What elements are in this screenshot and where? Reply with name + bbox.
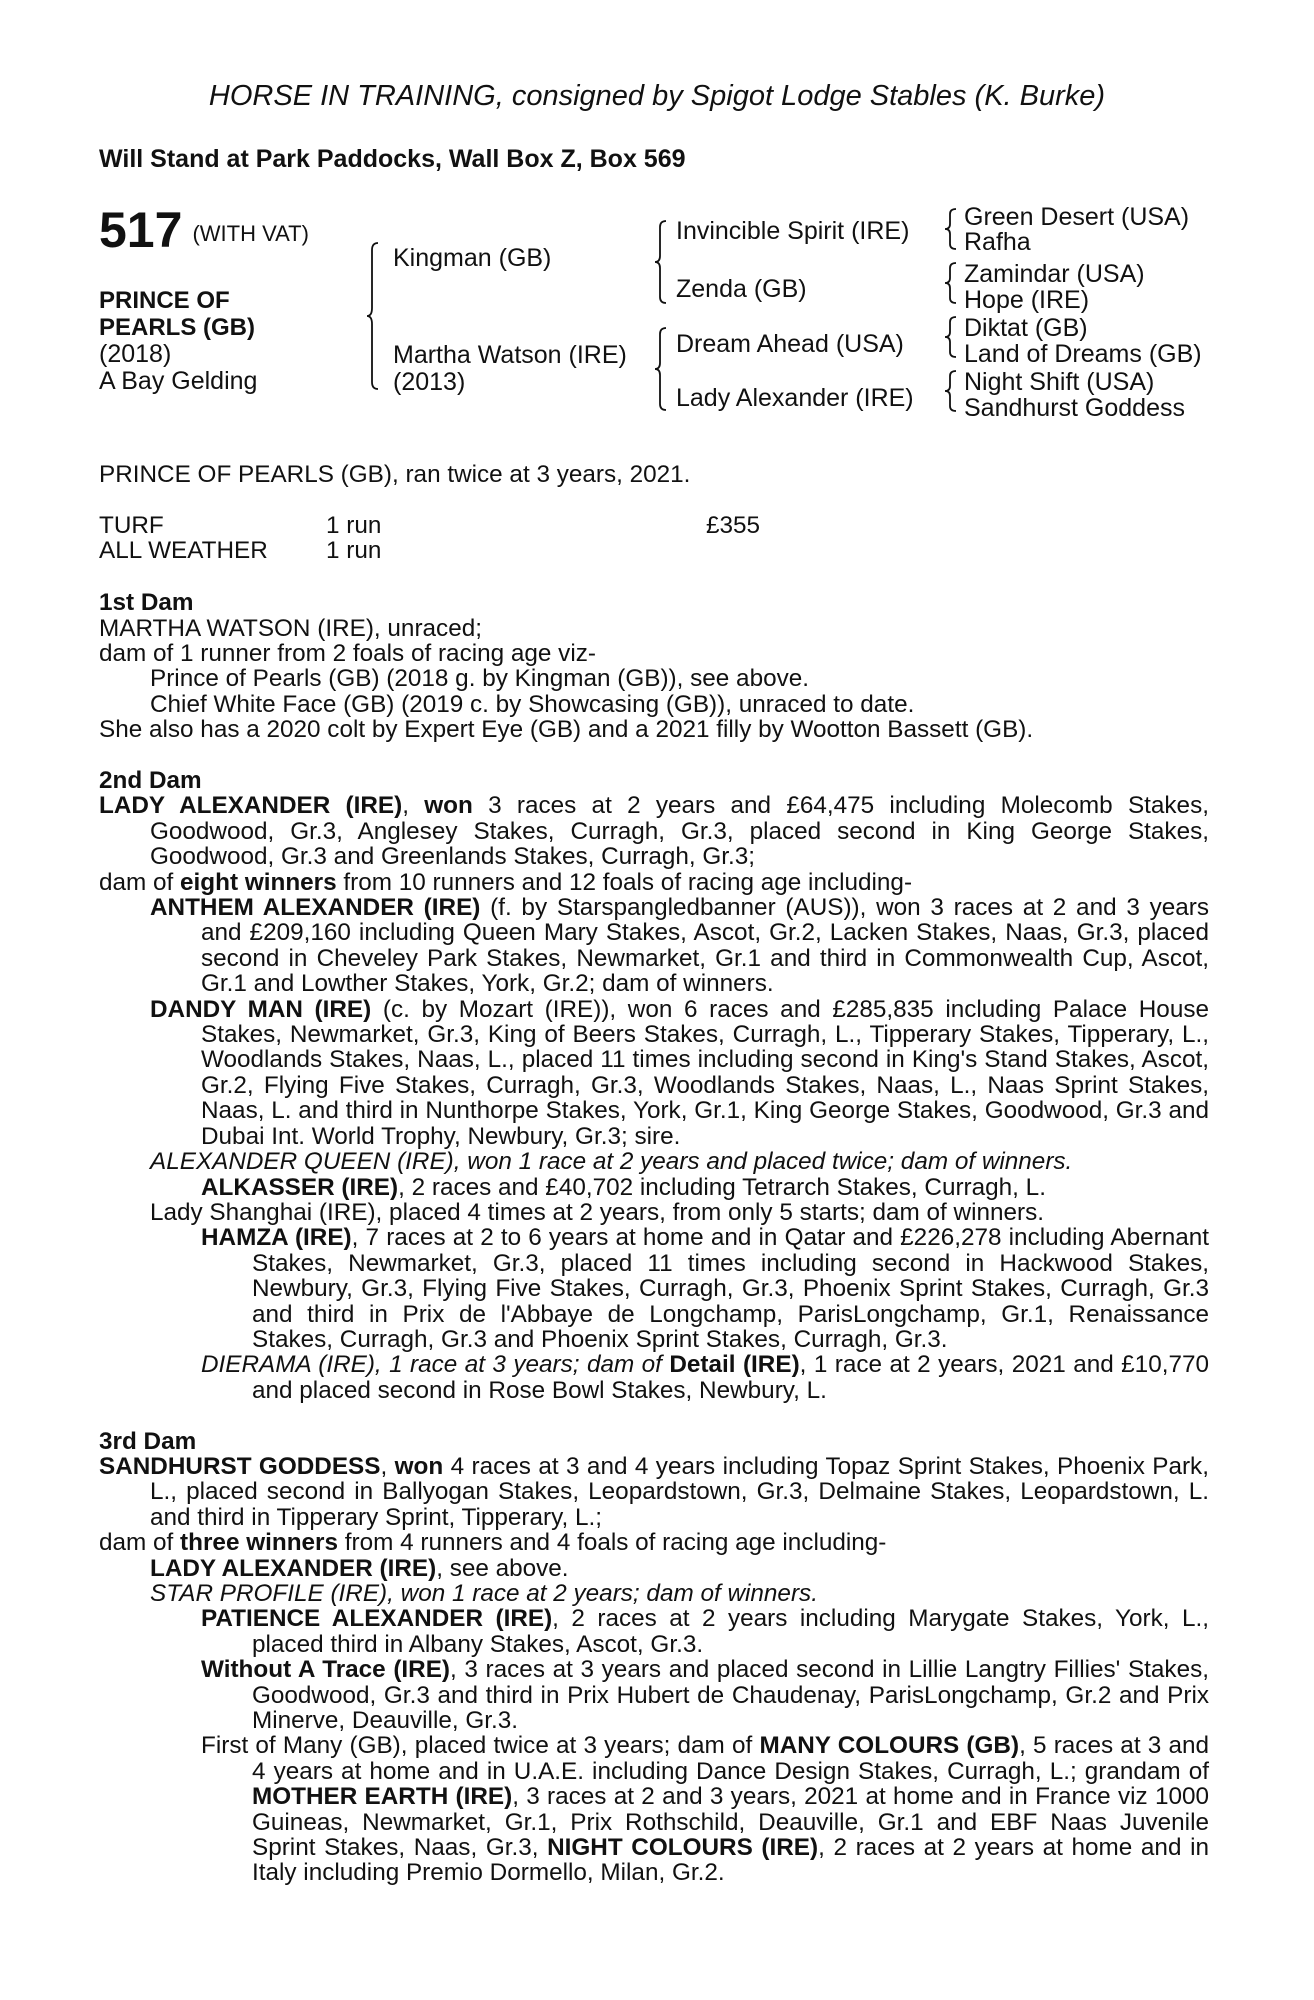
produce-entry: STAR PROFILE (IRE), won 1 race at 2 years; dam of winners. <box>150 1580 818 1607</box>
produce-record: , 7 races at 2 to 6 years at home and in Qatar and £226,278 including Abernant Stakes, Newmarket, Gr.3, placed 11 times including second in Hackwood Stakes, Newbury, Gr.3, Flying Five Stakes, Curragh, Gr.3, Phoenix Sprint Stakes, Curragh, Gr.3 and third in Prix de l'Abbaye de Longchamp, ParisLongchamp, Gr.1, Renaissance Stakes, Curragh, Gr.3 and Phoenix Sprint Stakes, Curragh, Gr.3. <box>252 1224 1209 1353</box>
produce-entry <box>99 1556 1209 1581</box>
produce-name: DANDY MAN (IRE) <box>150 995 372 1023</box>
sire-sire-sire: Green Desert (USA) <box>964 203 1190 231</box>
produce-record: (f. by Starspangledbanner (AUS)), won 3 races at 2 and 3 years and £209,160 including Queen Mary Stakes, Ascot, Gr.2, Lacken Stakes, Naas, Gr.3, placed second in Cheveley Park Stakes, Newmarket, Gr.1 and third in Commonwealth Cup, Ascot, Gr.1 and Lowther Stakes, York, Gr.2; dam of winners. <box>201 894 1209 998</box>
catalogue-body <box>99 462 1209 1886</box>
second-dam-name: LADY ALEXANDER (IRE) <box>99 792 403 820</box>
winners-count: eight winners <box>180 868 337 896</box>
sire-sire: Invincible Spirit (IRE) <box>676 217 910 245</box>
pedigree-bracket-3c <box>944 316 958 358</box>
produce-record: , 5 races at 3 and 4 years at home and in U.A.E. including Dance Design Stakes, Curragh, L.; grandam of <box>252 1732 1209 1785</box>
produce-record: , 1 race at 3 years; dam of <box>374 1351 662 1379</box>
turf-prize: £355 <box>706 511 761 539</box>
vat-note: (WITH VAT) <box>192 220 309 246</box>
foaling-year: (2018) <box>99 340 172 368</box>
dam-of-detail: from 10 runners and 12 foals of racing age including- <box>343 868 913 896</box>
won-word: won <box>394 1452 444 1480</box>
horse-name-line1: PRINCE OF <box>99 287 230 314</box>
sire-dam-dam: Hope (IRE) <box>964 286 1090 314</box>
dam: Martha Watson (IRE) <box>393 341 627 369</box>
lot-number-value: 517 <box>99 202 183 258</box>
produce-record: , 3 races at 3 years and placed second in Lillie Langtry Fillies' Stakes, Goodwood, Gr.3 and third in Prix Hubert de Chaudenay, ParisLongchamp, Gr.2 and Prix Minerve, Deauville, Gr.3. <box>252 1656 1209 1735</box>
produce-entry <box>99 895 1209 997</box>
dam-sire-sire: Diktat (GB) <box>964 314 1088 342</box>
produce-name: NIGHT COLOURS (IRE) <box>547 1834 819 1862</box>
sire-dam-sire: Zamindar (USA) <box>964 260 1145 288</box>
produce-record: , 2 races at 2 years at home and in Italy including Premio Dormello, Milan, Gr.2. <box>252 1834 1209 1887</box>
produce-entry <box>99 997 1209 1149</box>
grandprogeny-entry <box>99 1733 1209 1885</box>
grandprogeny-entry <box>99 1225 1209 1352</box>
produce-name: PATIENCE ALEXANDER (IRE) <box>201 1605 553 1633</box>
horse-name <box>99 287 255 341</box>
first-dam-produce: dam of 1 runner from 2 foals of racing age viz- <box>99 640 596 667</box>
third-dam-heading: 3rd Dam <box>99 1427 197 1455</box>
grandprogeny-entry <box>99 1606 1209 1657</box>
produce-item: Prince of Pearls (GB) (2018 g. by Kingman (GB)), see above. <box>150 665 810 693</box>
produce-name: DIERAMA (IRE) <box>201 1351 375 1379</box>
produce-entry: ALEXANDER QUEEN (IRE), won 1 race at 2 years and placed twice; dam of winners. <box>150 1148 1073 1176</box>
dam-sire: Dream Ahead (USA) <box>676 330 904 358</box>
third-dam-entry: SANDHURST GODDESS, won 4 races at 3 and 4 years including Topaz Sprint Stakes, Phoenix Park, L., placed second in Ballyogan Stakes, Leopardstown, Gr.3, Delmaine Stakes, Leopardstown, L. and third in Tipperary Sprint, Tipperary, L.; <box>99 1452 1209 1531</box>
produce-record: First of Many (GB), placed twice at 3 years; dam of <box>201 1732 753 1760</box>
first-dam-heading: 1st Dam <box>99 589 194 617</box>
pedigree-bracket-3d <box>944 370 958 412</box>
produce-name: Detail (IRE) <box>669 1351 800 1379</box>
race-stats <box>99 513 1209 565</box>
dam-dam-dam: Sandhurst Goddess <box>964 394 1185 422</box>
produce-record: , 2 races at 2 years including Marygate Stakes, York, L., placed third in Albany Stakes, Ascot, Gr.3. <box>252 1605 1210 1658</box>
horse-description: A Bay Gelding <box>99 367 258 395</box>
turf-runs: 1 run <box>326 511 382 539</box>
pedigree-bracket-3b <box>944 262 958 304</box>
produce-name: MANY COLOURS (GB) <box>759 1732 1020 1760</box>
produce-name: MOTHER EARTH (IRE) <box>252 1783 513 1811</box>
won-word: won <box>424 792 473 820</box>
produce-item: Chief White Face (GB) (2019 c. by Showcasing (GB)), unraced to date. <box>150 690 915 718</box>
produce-record: , see above. <box>436 1554 569 1582</box>
race-record-summary: PRINCE OF PEARLS (GB), ran twice at 3 years, 2021. <box>99 461 691 488</box>
produce-record: , 1 race at 2 years, 2021 and £10,770 and placed second in Rose Bowl Stakes, Newbury, L. <box>252 1351 1209 1404</box>
third-dam-record: 4 races at 3 and 4 years including Topaz Sprint Stakes, Phoenix Park, L., placed second in Ballyogan Stakes, Leopardstown, Gr.3, Delmaine Stakes, Leopardstown, L. and third in Tipperary Sprint, Tipperary, L.; <box>150 1452 1209 1531</box>
second-dam-heading: 2nd Dam <box>99 767 202 795</box>
dam-dam: Lady Alexander (IRE) <box>676 384 914 412</box>
third-dam-name: SANDHURST GODDESS <box>99 1452 381 1480</box>
grandprogeny-entry <box>99 1175 1209 1200</box>
winners-count: three winners <box>180 1529 339 1557</box>
sire-sire-dam: Rafha <box>964 228 1031 256</box>
second-dam-record: 3 races at 2 years and £64,475 including Molecomb Stakes, Goodwood, Gr.3, Anglesey Stakes, Curragh, Gr.3, placed second in King George Stakes, Goodwood, Gr.3 and Greenlands Stakes, Curragh, Gr.3; <box>150 792 1209 871</box>
grandprogeny-entry <box>99 1352 1209 1403</box>
produce-record: , 3 races at 2 and 3 years, 2021 at home and in France viz 1000 Guineas, Newmarket, Gr.1, Prix Rothschild, Deauville, Gr.1 and EBF Naas Juvenile Sprint Stakes, Naas, Gr.3, <box>252 1783 1209 1862</box>
grandprogeny-entry <box>99 1657 1209 1733</box>
produce-record: , 2 races and £40,702 including Tetrarch Stakes, Curragh, L. <box>398 1173 1046 1201</box>
dam-sire-dam: Land of Dreams (GB) <box>964 340 1202 368</box>
pedigree-bracket-3a <box>944 208 958 250</box>
pedigree-bracket-1 <box>366 242 380 390</box>
produce-record: (c. by Mozart (IRE)), won 6 races and £285,835 including Palace House Stakes, Newmarket, Gr.3, King of Beers Stakes, Curragh, L., Tipperary Stakes, Tipperary, L., Woodlands Stakes, Naas, L., placed 11 times including second in King's Stand Stakes, Ascot, Gr.2, Flying Five Stakes, Curragh, Gr.3, Woodlands Stakes, Naas, L., Naas Sprint Stakes, Naas, L. and third in Nunthorpe Stakes, York, Gr.1, King George Stakes, Goodwood, Gr.3 and Dubai Int. World Trophy, Newbury, Gr.3; sire. <box>201 995 1209 1150</box>
sire-dam: Zenda (GB) <box>676 275 807 303</box>
pedigree-bracket-2b <box>654 327 668 411</box>
all-weather-runs: 1 run <box>326 536 382 564</box>
consignor-title: HORSE IN TRAINING, consigned by Spigot Lodge Stables (K. Burke) <box>208 80 1106 112</box>
second-dam-entry: LADY ALEXANDER (IRE), won 3 races at 2 years and £64,475 including Molecomb Stakes, Goodwood, Gr.3, Anglesey Stakes, Curragh, Gr.3, placed second in King George Stakes, Goodwood, Gr.3 and Greenlands Stakes, Curragh, Gr.3; <box>99 792 1209 871</box>
produce-entry: Lady Shanghai (IRE), placed 4 times at 2 years, from only 5 starts; dam of winners. <box>150 1198 1044 1226</box>
dam-of-detail: from 4 runners and 4 foals of racing age including- <box>344 1529 887 1557</box>
third-dam-produce <box>99 1530 1209 1555</box>
stand-location: Will Stand at Park Paddocks, Wall Box Z, Box 569 <box>99 145 686 173</box>
dam-of-text: dam of <box>99 1529 174 1557</box>
first-dam-note: She also has a 2020 colt by Expert Eye (GB) and a 2021 filly by Wootton Bassett (GB). <box>99 716 1034 744</box>
produce-name: ALKASSER (IRE) <box>201 1173 399 1201</box>
lot-number <box>99 202 309 259</box>
turf-label: TURF <box>99 511 164 539</box>
produce-name: Without A Trace (IRE) <box>201 1656 451 1684</box>
sire: Kingman (GB) <box>393 244 552 272</box>
dam-of-text: dam of <box>99 868 174 896</box>
pedigree-bracket-2a <box>654 220 668 304</box>
dam-year: (2013) <box>393 368 466 396</box>
second-dam-produce <box>99 870 1209 895</box>
produce-name: ANTHEM ALEXANDER (IRE) <box>150 894 481 922</box>
produce-name: HAMZA (IRE) <box>201 1224 352 1252</box>
first-dam-line: MARTHA WATSON (IRE), unraced; <box>99 614 482 642</box>
produce-name: LADY ALEXANDER (IRE) <box>150 1554 437 1582</box>
dam-dam-sire: Night Shift (USA) <box>964 368 1155 396</box>
all-weather-label: ALL WEATHER <box>99 536 268 564</box>
horse-name-line2: PEARLS (GB) <box>99 314 255 341</box>
